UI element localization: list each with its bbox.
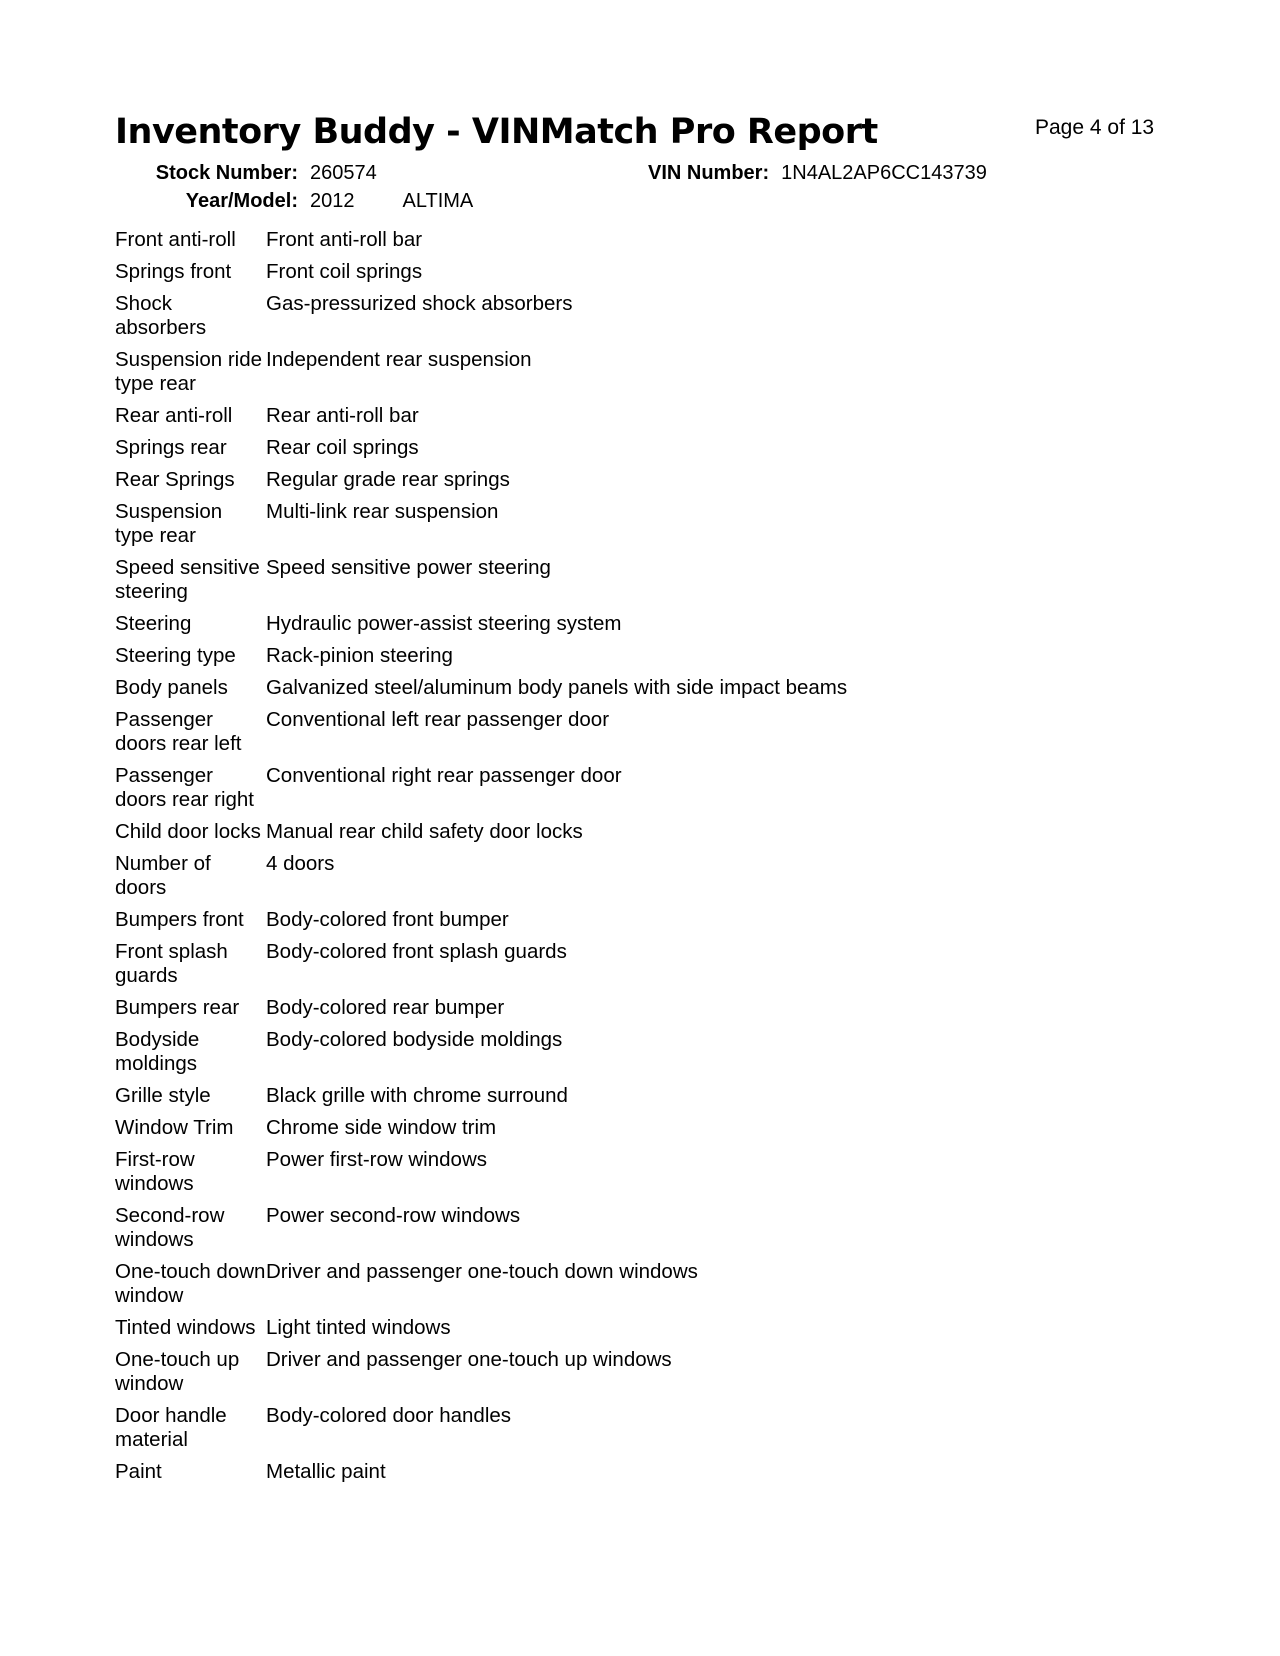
spec-row (115, 500, 1115, 548)
spec-label: Front splash guards (115, 940, 228, 987)
spec-value: 4 doors (266, 852, 335, 875)
spec-row (115, 1148, 1115, 1196)
spec-label: Bumpers rear (115, 996, 240, 1019)
spec-label: Springs rear (115, 436, 227, 459)
spec-value: Body-colored front bumper (266, 908, 509, 931)
spec-label: Suspension type rear (115, 500, 223, 547)
spec-row (115, 1404, 1115, 1452)
spec-label: Door handle material (115, 1404, 227, 1451)
spec-label: Speed sensitive steering (115, 556, 260, 603)
spec-row (115, 556, 1115, 604)
spec-value: Rear anti-roll bar (266, 404, 419, 427)
page-number: Page 4 of 13 (1035, 116, 1155, 139)
spec-label: Passenger doors rear right (115, 764, 255, 811)
spec-label: Front anti-roll (115, 228, 236, 251)
spec-label: Bodyside moldings (115, 1028, 200, 1075)
spec-label: Shock absorbers (115, 292, 207, 339)
spec-label: Suspension ride type rear (115, 348, 263, 395)
spec-label: One-touch up window (115, 1348, 240, 1395)
spec-row (115, 996, 1115, 1020)
spec-label: Springs front (115, 260, 232, 283)
spec-row (115, 764, 1115, 812)
spec-row (115, 1116, 1115, 1140)
year-model-label: Year/Model: (185, 190, 298, 212)
spec-value: Body-colored door handles (266, 1404, 512, 1427)
spec-value: Driver and passenger one-touch up windows (266, 1348, 672, 1371)
spec-label: First-row windows (115, 1148, 195, 1195)
spec-value: Rack-pinion steering (266, 644, 453, 667)
spec-value: Chrome side window trim (266, 1116, 497, 1139)
spec-row (115, 260, 1115, 284)
spec-value: Gas-pressurized shock absorbers (266, 292, 573, 315)
spec-value: Galvanized steel/aluminum body panels with side impact beams (266, 676, 848, 699)
spec-value: Front coil springs (266, 260, 423, 283)
spec-label: Steering (115, 612, 192, 635)
spec-value: Light tinted windows (266, 1316, 451, 1339)
spec-row (115, 1028, 1115, 1076)
spec-label: Grille style (115, 1084, 211, 1107)
spec-row (115, 1084, 1115, 1108)
spec-label: Rear Springs (115, 468, 235, 491)
spec-row (115, 1260, 1115, 1308)
vin-number (648, 162, 987, 185)
spec-row (115, 1204, 1115, 1252)
year-value: 2012 (310, 190, 355, 212)
stock-number-value: 260574 (310, 162, 377, 184)
spec-value: Manual rear child safety door locks (266, 820, 583, 843)
spec-label: Tinted windows (115, 1316, 256, 1339)
spec-value: Power second-row windows (266, 1204, 521, 1227)
spec-row (115, 612, 1115, 636)
spec-value: Conventional left rear passenger door (266, 708, 610, 731)
spec-value: Speed sensitive power steering (266, 556, 551, 579)
spec-row (115, 468, 1115, 492)
stock-number (155, 162, 377, 185)
spec-row (115, 436, 1115, 460)
spec-value: Body-colored front splash guards (266, 940, 567, 963)
stock-number-label: Stock Number: (155, 162, 298, 184)
spec-label: One-touch down window (115, 1260, 266, 1307)
spec-row (115, 676, 1115, 700)
spec-label: Passenger doors rear left (115, 708, 242, 755)
vin-number-value: 1N4AL2AP6CC143739 (781, 162, 987, 184)
spec-label: Number of doors (115, 852, 211, 899)
spec-row (115, 1316, 1115, 1340)
spec-value: Body-colored bodyside moldings (266, 1028, 563, 1051)
spec-label: Child door locks (115, 820, 261, 843)
spec-value: Body-colored rear bumper (266, 996, 505, 1019)
spec-row (115, 852, 1115, 900)
spec-label: Paint (115, 1460, 162, 1483)
spec-value: Rear coil springs (266, 436, 419, 459)
spec-value: Conventional right rear passenger door (266, 764, 622, 787)
spec-label: Window Trim (115, 1116, 234, 1139)
spec-list (115, 228, 1115, 1492)
spec-value: Multi-link rear suspension (266, 500, 499, 523)
spec-row (115, 348, 1115, 396)
spec-value: Metallic paint (266, 1460, 386, 1483)
spec-value: Power first-row windows (266, 1148, 487, 1171)
spec-value: Driver and passenger one-touch down windows (266, 1260, 698, 1283)
spec-row (115, 404, 1115, 428)
spec-row (115, 908, 1115, 932)
spec-value: Regular grade rear springs (266, 468, 510, 491)
spec-value: Independent rear suspension (266, 348, 532, 371)
spec-row (115, 644, 1115, 668)
spec-row (115, 708, 1115, 756)
spec-row (115, 292, 1115, 340)
spec-label: Steering type (115, 644, 236, 667)
spec-value: Black grille with chrome surround (266, 1084, 568, 1107)
spec-label: Rear anti-roll (115, 404, 233, 427)
model-value: ALTIMA (402, 190, 474, 212)
spec-row (115, 820, 1115, 844)
year-model (155, 190, 473, 213)
vin-number-label: VIN Number: (648, 162, 770, 184)
report-title: Inventory Buddy - VINMatch Pro Report (115, 112, 878, 152)
spec-value: Front anti-roll bar (266, 228, 423, 251)
spec-row (115, 1348, 1115, 1396)
spec-row (115, 1460, 1115, 1484)
spec-label: Bumpers front (115, 908, 244, 931)
spec-label: Body panels (115, 676, 228, 699)
spec-label: Second-row windows (115, 1204, 225, 1251)
spec-row (115, 940, 1115, 988)
spec-value: Hydraulic power-assist steering system (266, 612, 622, 635)
spec-row (115, 228, 1115, 252)
